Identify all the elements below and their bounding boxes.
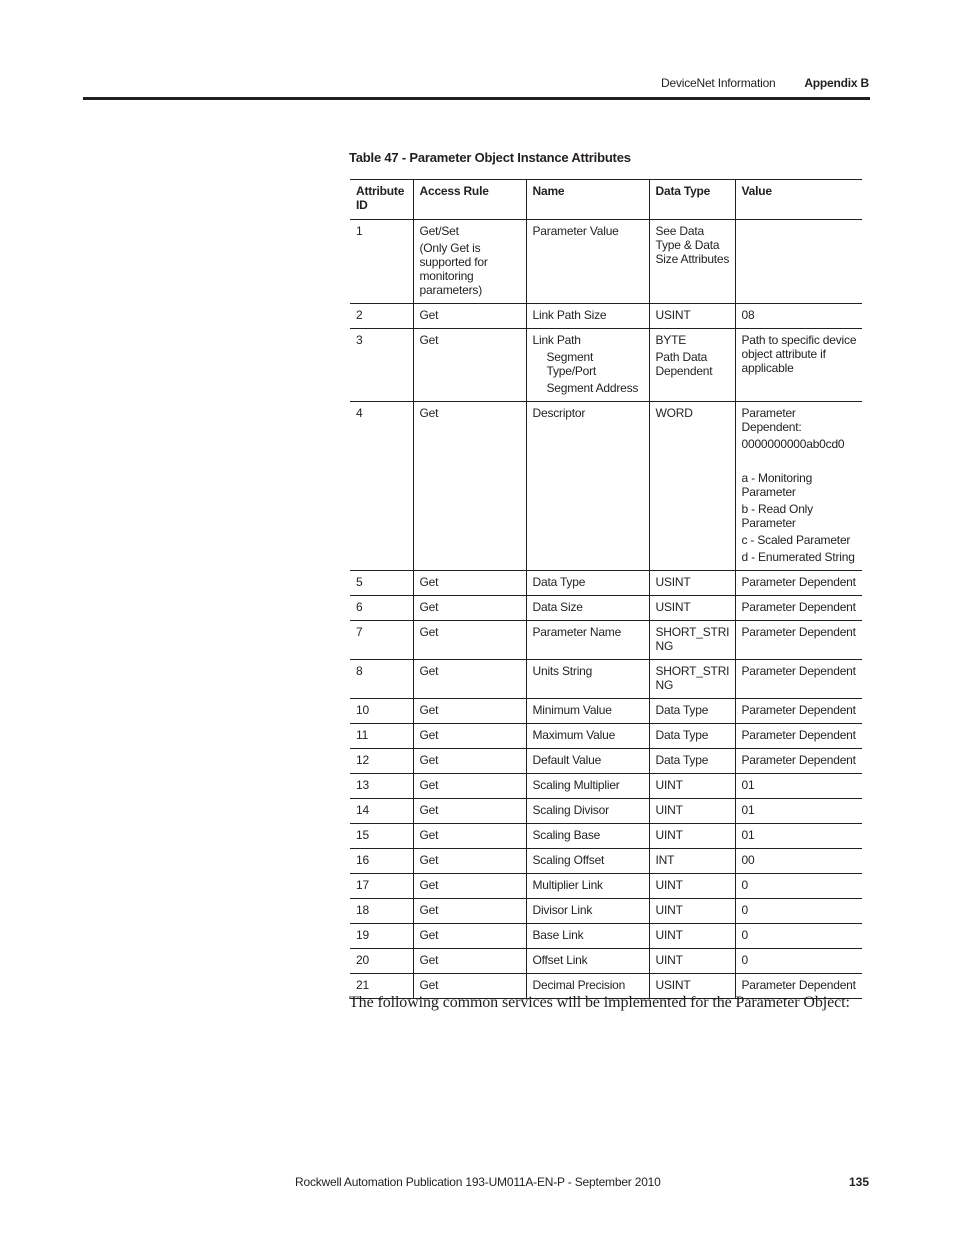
value-list-item: c - Scaled Parameter bbox=[741, 533, 851, 547]
cell-data-type: SHORT_STRI NG bbox=[649, 660, 735, 699]
cell-value: 01 bbox=[735, 774, 862, 799]
cell-attribute-id: 15 bbox=[350, 824, 413, 849]
cell-access-rule: Get bbox=[413, 949, 526, 974]
cell-name: Decimal Precision bbox=[526, 974, 649, 999]
table-row bbox=[350, 899, 862, 924]
cell-name: Descriptor bbox=[526, 402, 649, 571]
cell-value: 08 bbox=[735, 304, 862, 329]
header-rule bbox=[83, 97, 870, 100]
table-row bbox=[350, 699, 862, 724]
table-row bbox=[350, 799, 862, 824]
cell-value: 00 bbox=[735, 849, 862, 874]
cell-attribute-id: 12 bbox=[350, 749, 413, 774]
cell-attribute-id: 10 bbox=[350, 699, 413, 724]
cell-access-rule: Get bbox=[413, 924, 526, 949]
page-number: 135 bbox=[848, 1175, 869, 1189]
table-row bbox=[350, 596, 862, 621]
cell-access-rule bbox=[413, 220, 526, 304]
table-row bbox=[350, 660, 862, 699]
column-header-access-rule: Access Rule bbox=[413, 180, 526, 220]
cell-attribute-id: 17 bbox=[350, 874, 413, 899]
cell-data-type: UINT bbox=[649, 899, 735, 924]
cell-access-rule: Get bbox=[413, 774, 526, 799]
cell-access-rule: Get bbox=[413, 402, 526, 571]
cell-name: Divisor Link bbox=[526, 899, 649, 924]
table-header-row bbox=[350, 180, 862, 220]
cell-attribute-id: 3 bbox=[350, 329, 413, 402]
cell-value: Parameter Dependent bbox=[735, 749, 862, 774]
cell-data-type: See Data Type & Data Size Attributes bbox=[649, 220, 735, 304]
access-rule-note: (Only Get is supported for monitoring parameters) bbox=[419, 241, 488, 297]
value-list-item: d - Enumerated String bbox=[741, 550, 855, 564]
cell-name: Scaling Divisor bbox=[526, 799, 649, 824]
cell-attribute-id: 14 bbox=[350, 799, 413, 824]
cell-name: Base Link bbox=[526, 924, 649, 949]
column-header-data-type: Data Type bbox=[649, 180, 735, 220]
cell-access-rule: Get bbox=[413, 660, 526, 699]
cell-attribute-id: 18 bbox=[350, 899, 413, 924]
cell-value bbox=[735, 402, 862, 571]
cell-value: Parameter Dependent bbox=[735, 724, 862, 749]
cell-name: Multiplier Link bbox=[526, 874, 649, 899]
cell-attribute-id: 20 bbox=[350, 949, 413, 974]
cell-attribute-id: 4 bbox=[350, 402, 413, 571]
cell-data-type: INT bbox=[649, 849, 735, 874]
cell-value: 0 bbox=[735, 949, 862, 974]
cell-value: 01 bbox=[735, 824, 862, 849]
cell-data-type: USINT bbox=[649, 974, 735, 999]
cell-access-rule: Get bbox=[413, 596, 526, 621]
column-header-name: Name bbox=[526, 180, 649, 220]
cell-data-type bbox=[649, 329, 735, 402]
cell-access-rule: Get bbox=[413, 849, 526, 874]
table-row bbox=[350, 824, 862, 849]
cell-attribute-id: 11 bbox=[350, 724, 413, 749]
cell-value: 0 bbox=[735, 899, 862, 924]
cell-access-rule: Get bbox=[413, 749, 526, 774]
cell-value: Parameter Dependent bbox=[735, 621, 862, 660]
name-subitem: Segment Address bbox=[546, 381, 639, 395]
cell-data-type: Data Type bbox=[649, 724, 735, 749]
cell-name: Scaling Offset bbox=[526, 849, 649, 874]
cell-name: Data Type bbox=[526, 571, 649, 596]
cell-access-rule: Get bbox=[413, 974, 526, 999]
cell-name: Parameter Value bbox=[526, 220, 649, 304]
cell-name: Scaling Multiplier bbox=[526, 774, 649, 799]
table-title: Table 47 - Parameter Object Instance Attributes bbox=[349, 150, 631, 165]
table-row bbox=[350, 621, 862, 660]
parameter-attributes-table bbox=[350, 179, 862, 999]
cell-name: Data Size bbox=[526, 596, 649, 621]
cell-attribute-id: 2 bbox=[350, 304, 413, 329]
cell-data-type: UINT bbox=[649, 924, 735, 949]
table-row bbox=[350, 220, 862, 304]
header-section-name: DeviceNet Information bbox=[661, 76, 776, 90]
cell-name: Scaling Base bbox=[526, 824, 649, 849]
cell-access-rule: Get bbox=[413, 724, 526, 749]
cell-attribute-id: 7 bbox=[350, 621, 413, 660]
cell-attribute-id: 1 bbox=[350, 220, 413, 304]
cell-attribute-id: 5 bbox=[350, 571, 413, 596]
cell-attribute-id: 16 bbox=[350, 849, 413, 874]
cell-access-rule: Get bbox=[413, 824, 526, 849]
cell-name: Units String bbox=[526, 660, 649, 699]
cell-data-type: Data Type bbox=[649, 699, 735, 724]
cell-value: Parameter Dependent bbox=[735, 596, 862, 621]
cell-access-rule: Get bbox=[413, 799, 526, 824]
cell-data-type: UINT bbox=[649, 799, 735, 824]
value-code: 0000000000ab0cd0 bbox=[741, 437, 845, 451]
cell-data-type: UINT bbox=[649, 774, 735, 799]
cell-access-rule: Get bbox=[413, 304, 526, 329]
cell-name bbox=[526, 329, 649, 402]
table-row bbox=[350, 949, 862, 974]
column-header-attribute-id: Attribute ID bbox=[350, 180, 413, 220]
table-row bbox=[350, 749, 862, 774]
table-row bbox=[350, 849, 862, 874]
data-type-subtext: Path Data Dependent bbox=[655, 350, 713, 378]
table-row bbox=[350, 874, 862, 899]
value-text: Parameter Dependent: bbox=[741, 406, 802, 434]
body-paragraph: The following common services will be implemented for the Parameter Object: bbox=[349, 994, 850, 1011]
cell-value: 01 bbox=[735, 799, 862, 824]
cell-access-rule: Get bbox=[413, 571, 526, 596]
cell-name: Offset Link bbox=[526, 949, 649, 974]
cell-attribute-id: 6 bbox=[350, 596, 413, 621]
table-row bbox=[350, 774, 862, 799]
cell-data-type: UINT bbox=[649, 874, 735, 899]
data-type-text: BYTE bbox=[655, 333, 687, 347]
table-row bbox=[350, 304, 862, 329]
cell-attribute-id: 8 bbox=[350, 660, 413, 699]
table-row bbox=[350, 724, 862, 749]
cell-access-rule: Get bbox=[413, 699, 526, 724]
cell-value: Parameter Dependent bbox=[735, 974, 862, 999]
cell-name: Minimum Value bbox=[526, 699, 649, 724]
name-subitem: Segment Type/Port bbox=[546, 350, 597, 378]
cell-name: Parameter Name bbox=[526, 621, 649, 660]
cell-data-type: USINT bbox=[649, 304, 735, 329]
cell-name: Default Value bbox=[526, 749, 649, 774]
table-row bbox=[350, 402, 862, 571]
cell-value: Path to specific device object attribute if applicable bbox=[735, 329, 862, 402]
cell-attribute-id: 13 bbox=[350, 774, 413, 799]
cell-data-type: UINT bbox=[649, 824, 735, 849]
access-rule-text: Get/Set bbox=[419, 224, 459, 238]
cell-attribute-id: 19 bbox=[350, 924, 413, 949]
column-header-value: Value bbox=[735, 180, 862, 220]
cell-value: Parameter Dependent bbox=[735, 660, 862, 699]
cell-attribute-id: 21 bbox=[350, 974, 413, 999]
cell-data-type: SHORT_STRI NG bbox=[649, 621, 735, 660]
cell-value: 0 bbox=[735, 874, 862, 899]
cell-access-rule: Get bbox=[413, 899, 526, 924]
cell-access-rule: Get bbox=[413, 874, 526, 899]
cell-value: Parameter Dependent bbox=[735, 699, 862, 724]
cell-value bbox=[735, 220, 862, 304]
cell-data-type: USINT bbox=[649, 596, 735, 621]
cell-data-type: WORD bbox=[649, 402, 735, 571]
footer-publication: Rockwell Automation Publication 193-UM011A-EN-P - September 2010 bbox=[295, 1175, 661, 1189]
cell-name: Link Path Size bbox=[526, 304, 649, 329]
table-row bbox=[350, 329, 862, 402]
cell-data-type: Data Type bbox=[649, 749, 735, 774]
cell-data-type: USINT bbox=[649, 571, 735, 596]
header-appendix-label: Appendix B bbox=[804, 76, 869, 90]
name-text: Link Path bbox=[532, 333, 581, 347]
cell-data-type: UINT bbox=[649, 949, 735, 974]
table-row bbox=[350, 924, 862, 949]
cell-name: Maximum Value bbox=[526, 724, 649, 749]
value-list-item: b - Read Only Parameter bbox=[741, 502, 813, 530]
cell-value: 0 bbox=[735, 924, 862, 949]
value-list-item: a - Monitoring Parameter bbox=[741, 471, 813, 499]
cell-access-rule: Get bbox=[413, 621, 526, 660]
cell-value: Parameter Dependent bbox=[735, 571, 862, 596]
table-row bbox=[350, 571, 862, 596]
cell-access-rule: Get bbox=[413, 329, 526, 402]
